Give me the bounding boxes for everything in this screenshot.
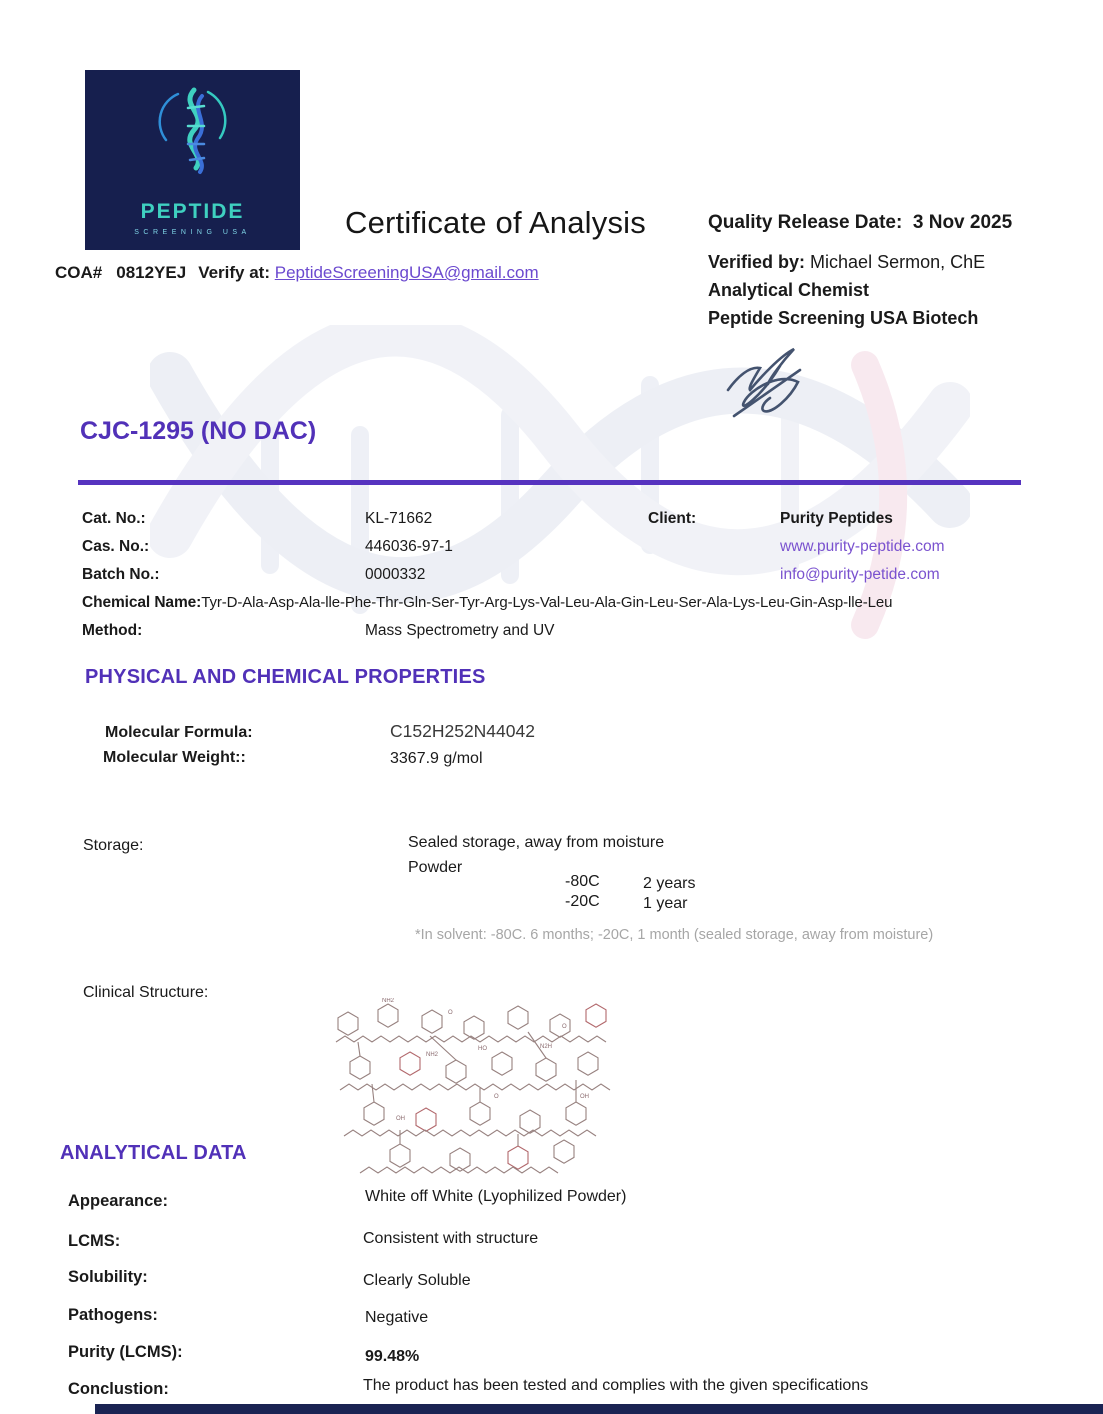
client-name: Purity Peptides [780,510,893,527]
molecular-formula-label: Molecular Formula: [105,724,253,741]
chemical-name-label: Chemical Name: [82,594,202,611]
client-email-link[interactable]: info@purity-petide.com [780,566,940,583]
verify-at-label: Verify at: [198,263,270,282]
verify-email-link[interactable]: PeptideScreeningUSA@gmail.com [274,263,539,282]
pathogens-value: Negative [365,1309,429,1326]
analytical-data-heading: ANALYTICAL DATA [60,1142,247,1164]
dna-helix-icon [150,82,236,178]
quality-release-label: Quality Release Date: [708,212,903,233]
svg-text:O: O [494,1094,499,1100]
clinical-structure-label: Clinical Structure: [83,984,209,1001]
storage-temp-1: -80C [565,873,600,890]
quality-release-date [708,212,1012,234]
document-title: Certificate of Analysis [345,205,646,240]
solubility-value: Clearly Soluble [363,1272,471,1289]
molecular-structure-image [330,998,620,1182]
verifier-organization: Peptide Screening USA Biotech [708,308,979,328]
verified-by-name: Michael Sermon, ChE [810,252,986,272]
properties-heading: PHYSICAL AND CHEMICAL PROPERTIES [85,666,486,688]
method-value: Mass Spectrometry and UV [365,622,555,639]
svg-text:O: O [448,1010,453,1016]
purity-label: Purity (LCMS): [68,1343,183,1361]
molecular-weight-value: 3367.9 g/mol [390,750,483,767]
purity-value: 99.48% [365,1348,420,1365]
verifier-title: Analytical Chemist [708,280,870,300]
logo-subbrand-text: SCREENING USA [134,229,251,236]
storage-duration-2: 1 year [643,895,688,912]
cat-no-label: Cat. No.: [82,510,146,527]
conclusion-value: The product has been tested and complies with the given specifications [363,1377,869,1394]
lcms-value: Consistent with structure [363,1230,539,1247]
lcms-label: LCMS: [68,1232,121,1250]
svg-text:O: O [562,1024,567,1030]
client-label: Client: [648,510,697,527]
footer-bar [95,1404,1103,1414]
storage-condition: Sealed storage, away from moisture [408,834,665,851]
signature [718,340,818,430]
product-name: CJC-1295 (NO DAC) [80,417,317,445]
conclusion-label: Conclustion: [68,1380,169,1398]
chemical-name-value: Tyr-D-Ala-Asp-Ala-lle-Phe-Thr-Gln-Ser-Tyr-Arg-Lys-Val-Leu-Ala-Gin-Leu-Ser-Ala-Lys-Leu-Gin-Asp-lle-Leu [201,594,893,611]
storage-label: Storage: [83,837,144,854]
pathogens-label: Pathogens: [68,1306,158,1324]
svg-text:OH: OH [396,1116,405,1122]
molecular-weight-label: Molecular Weight:: [103,749,246,766]
svg-text:OH: OH [580,1094,589,1100]
company-logo [85,70,300,250]
storage-solvent-note: *In solvent: -80C. 6 months; -20C, 1 month (sealed storage, away from moisture) [415,927,934,943]
coa-number: 0812YEJ [116,263,187,282]
method-label: Method: [82,622,143,639]
appearance-label: Appearance: [68,1192,168,1210]
appearance-value: White off White (Lyophilized Powder) [365,1188,627,1205]
cas-no-label: Cas. No.: [82,538,150,555]
coa-label: COA# [55,263,103,282]
coa-verify-line [55,263,539,283]
storage-temp-2: -20C [565,893,600,910]
dna-watermark [150,325,970,665]
cat-no-value: KL-71662 [365,510,433,527]
storage-duration-1: 2 years [643,875,696,892]
client-website-link[interactable]: www.purity-peptide.com [780,538,945,555]
verified-by-label: Verified by: [708,252,806,272]
section-divider [78,480,1021,485]
svg-text:NH2: NH2 [382,998,395,1004]
cas-no-value: 446036-97-1 [365,538,453,555]
batch-no-label: Batch No.: [82,566,160,583]
svg-text:NH2: NH2 [426,1052,439,1058]
storage-form: Powder [408,859,463,876]
svg-text:HO: HO [478,1046,487,1052]
molecular-formula-value: C152H252N44042 [390,721,535,741]
solubility-label: Solubility: [68,1268,148,1286]
logo-brand-text: PEPTIDE [140,200,245,223]
svg-text:N2H: N2H [540,1044,553,1050]
quality-release-value: 3 Nov 2025 [912,212,1013,233]
batch-no-value: 0000332 [365,566,426,583]
verified-by-line [708,252,985,273]
chemical-name-row [82,594,892,612]
